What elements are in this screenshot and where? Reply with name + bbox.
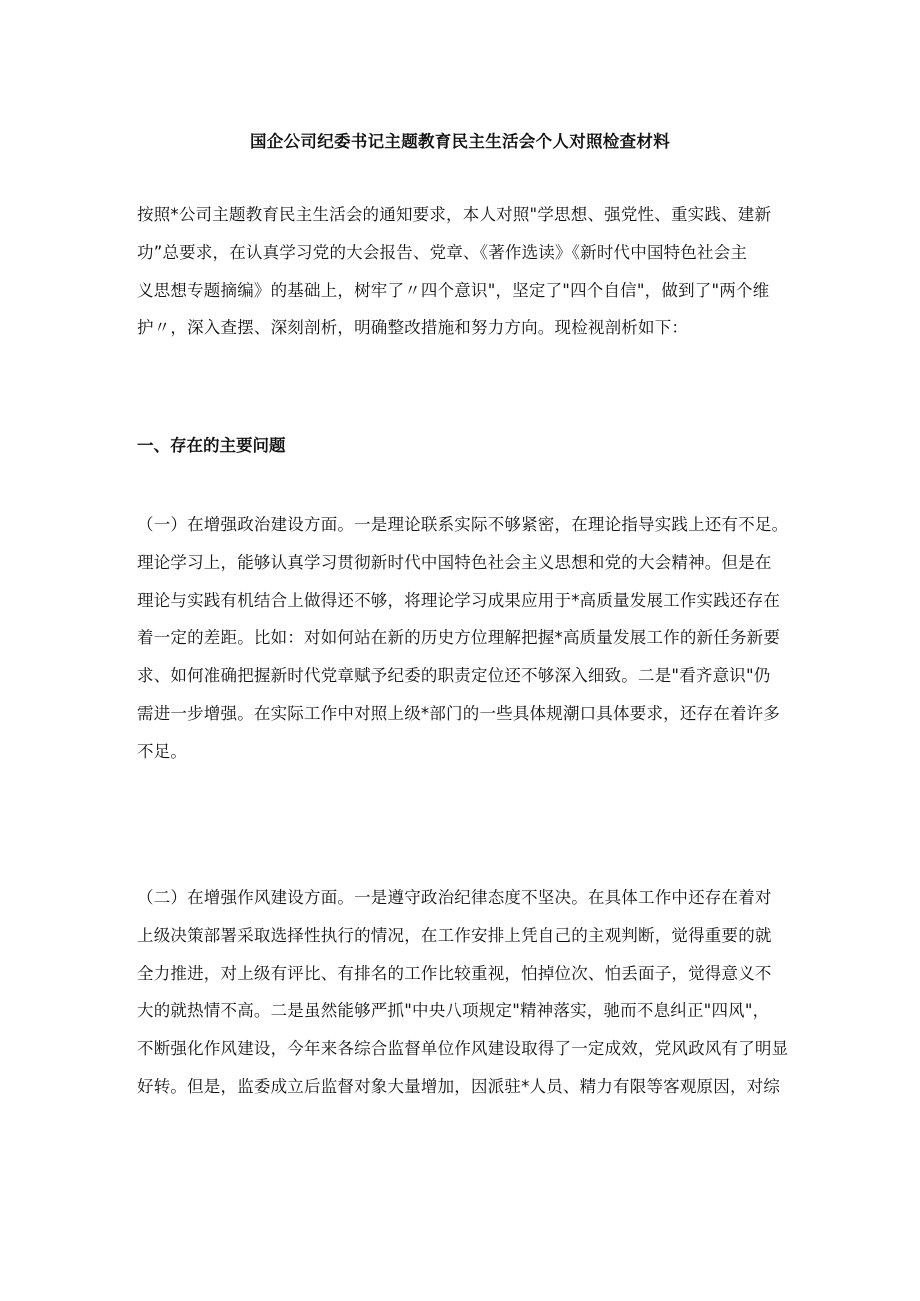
intro-paragraph: [137, 196, 789, 347]
text-line: 上级决策部署采取选择性执行的情况，在工作安排上凭自己的主观判断，觉得重要的就: [137, 925, 772, 945]
text-line: 好转。但是，监委成立后监督对象大量增加，因派驻*人员、精力有限等客观原因，对综: [137, 1076, 781, 1096]
text-line: 功”总要求，在认真学习党的大会报告、党章、《著作选读》《新时代中国特色社会主: [137, 242, 748, 262]
document-title: 国企公司纪委书记主题教育民主生活会个人对照检查材料: [250, 132, 670, 151]
text-line: 理论学习上，能够认真学习贯彻新时代中国特色社会主义思想和党的大会精神。但是在: [137, 552, 772, 572]
text-line: 全力推进，对上级有评比、有排名的工作比较重视，怕掉位次、怕丢面子，觉得意义不: [137, 963, 772, 983]
text-line: 求、如何准确把握新时代党章赋予纪委的职责定位还不够深入细致。二是"看齐意识"仍: [137, 666, 771, 686]
text-line: 着一定的差距。比如：对如何站在新的历史方位理解把握*高质量发展工作的新任务新要: [137, 628, 781, 648]
section-heading: 一、存在的主要问题: [137, 436, 286, 455]
text-line: （一）在增强政治建设方面。一是理论联系实际不够紧密，在理论指导实践上还有不足。: [137, 515, 789, 534]
text-line: （二）在增强作风建设方面。一是遵守政治纪律态度不坚决。在具体工作中还存在着对: [137, 888, 772, 907]
paragraph-style: [137, 879, 789, 1106]
text-line: 不足。: [137, 741, 188, 761]
text-line: 不断强化作风建设，今年来各综合监督单位作风建设取得了一定成效，党风政风有了明显: [137, 1039, 789, 1059]
text-line: 理论与实践有机结合上做得还不够，将理论学习成果应用于*高质量发展工作实践还存在: [137, 590, 781, 610]
text-line: 大的就热情不高。二是虽然能够严抓"中央八项规定"精神落实，驰而不息纠正"四风"，: [137, 1001, 770, 1021]
text-line: 护〃，深入查摆、深刻剖析，明确整改措施和努力方向。现检视剖析如下：: [137, 318, 689, 338]
text-line: 需进一步增强。在实际工作中对照上级*部门的一些具体规潮口具体要求，还存在着许多: [137, 703, 781, 723]
text-line: 按照*公司主题教育民主生活会的通知要求，本人对照"学思想、强党性、重实践、建新: [137, 205, 772, 224]
paragraph-political: [137, 506, 789, 771]
text-line: 义思想专题摘编》的基础上，树牢了〃四个意识"，坚定了"四个自信"，做到了"两个维: [137, 280, 770, 300]
